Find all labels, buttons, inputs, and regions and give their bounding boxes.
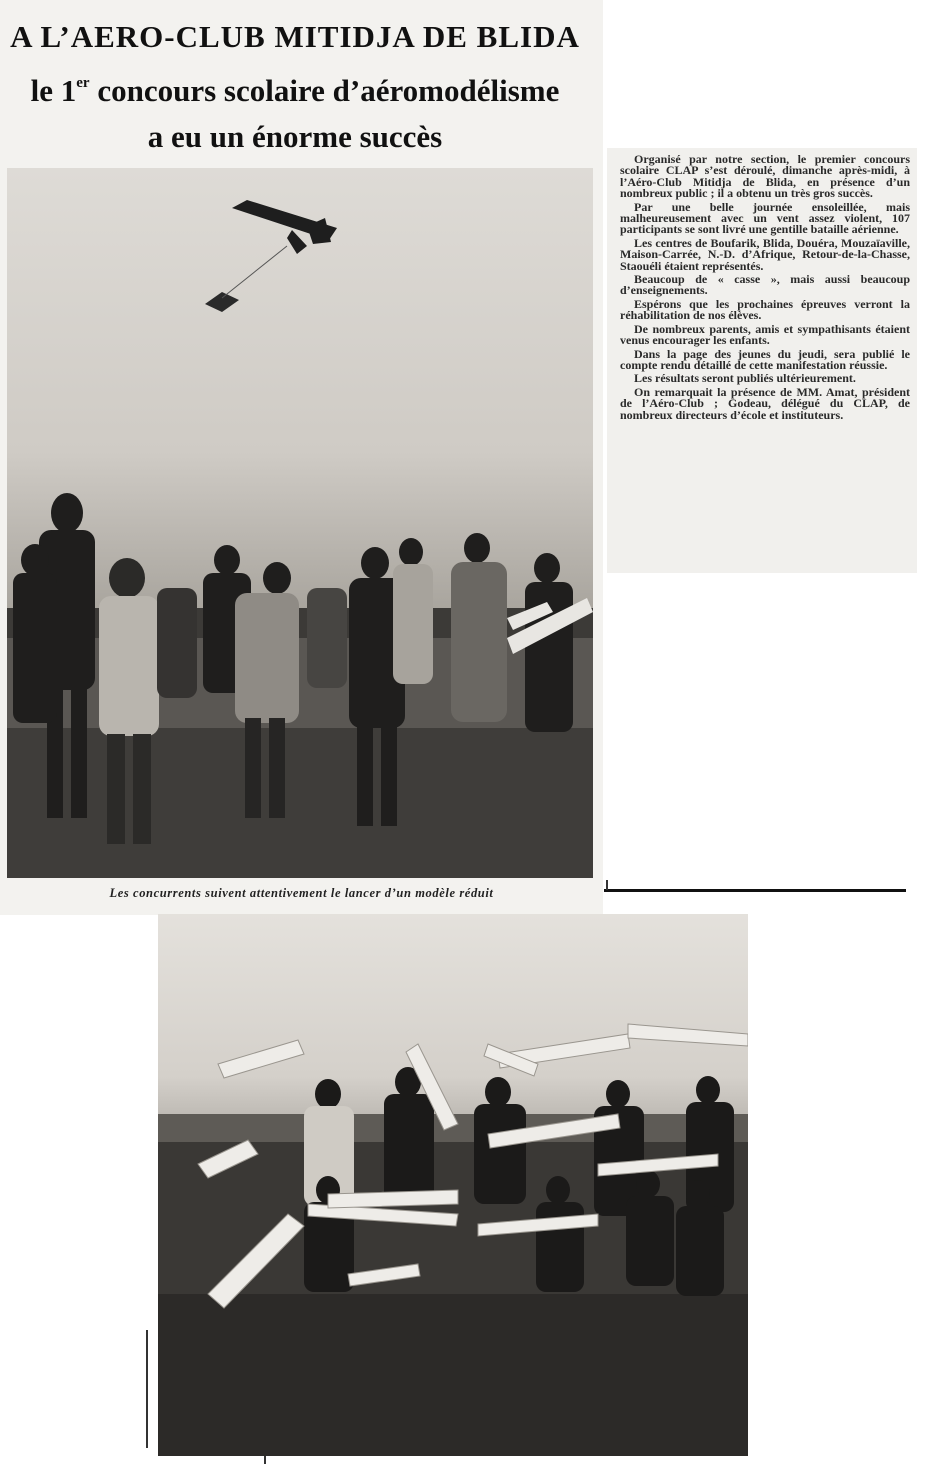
article-clipping-left — [0, 0, 603, 915]
headline-line-2-prefix: le 1 — [30, 73, 77, 108]
article-paragraph: On remarquait la présence de MM. Amat, président de l’Aéro-Club ; Godeau, délégué du CLAP, de nombreux directeurs d’école et instituteurs. — [620, 384, 910, 422]
headline-line-3: a eu un énorme succès — [147, 119, 443, 154]
headline-line-2-rest: concours scolaire d’aéromodélisme — [89, 73, 560, 108]
photo-group-with-models — [158, 914, 748, 1456]
article-body — [620, 154, 910, 423]
photo-launch-caption: Les concurrents suivent attentivement le lancer d’un modèle réduit — [109, 886, 494, 900]
photo-launch — [7, 168, 593, 878]
second-model-plane-icon — [205, 292, 239, 312]
article-text-block — [607, 148, 917, 573]
article-paragraph: Organisé par notre section, le premier concours scolaire CLAP s’est déroulé, dimanche après-midi, à l’Aéro-Club Mitidja de Blida, en présence d’un nombreux public ; il a obtenu un très gros succès. — [620, 152, 910, 201]
headline — [0, 14, 590, 160]
rule-tick — [606, 880, 608, 890]
headline-superscript: er — [76, 75, 90, 91]
article-paragraph: De nombreux parents, amis et sympathisants étaient venus encourager les enfants. — [620, 321, 910, 348]
article-paragraph: Par une belle journée ensoleillée, mais malheureusement avec un vent assez violent, 107 participants se sont livré une gentille bataille aérienne. — [620, 199, 910, 237]
headline-line-1: A L’AERO-CLUB MITIDJA DE BLIDA — [10, 19, 580, 54]
column-rule — [604, 889, 906, 892]
article-paragraph: Beaucoup de « casse », mais aussi beaucoup d’enseignements. — [620, 272, 910, 298]
model-plane-icon — [232, 200, 337, 254]
margin-line — [146, 1330, 148, 1448]
photo-launch-illustration — [7, 168, 593, 878]
article-paragraph: Dans la page des jeunes du jeudi, sera publié le compte rendu détaillé de cette manifestation réussie. — [620, 346, 910, 372]
headline-line-2 — [0, 60, 590, 114]
article-paragraph: Les centres de Boufarik, Blida, Douéra, Mouzaïaville, Maison-Carrée, N.-D. d’Afrique, Retour-de-la-Chasse, Staouéli étaient représentés. — [620, 235, 910, 273]
photo-group-illustration — [158, 914, 748, 1456]
article-paragraph: Les résultats seront publiés ultérieurement. — [634, 371, 856, 386]
article-paragraph: Espérons que les prochaines épreuves verront la réhabilitation de nos élèves. — [620, 296, 910, 323]
